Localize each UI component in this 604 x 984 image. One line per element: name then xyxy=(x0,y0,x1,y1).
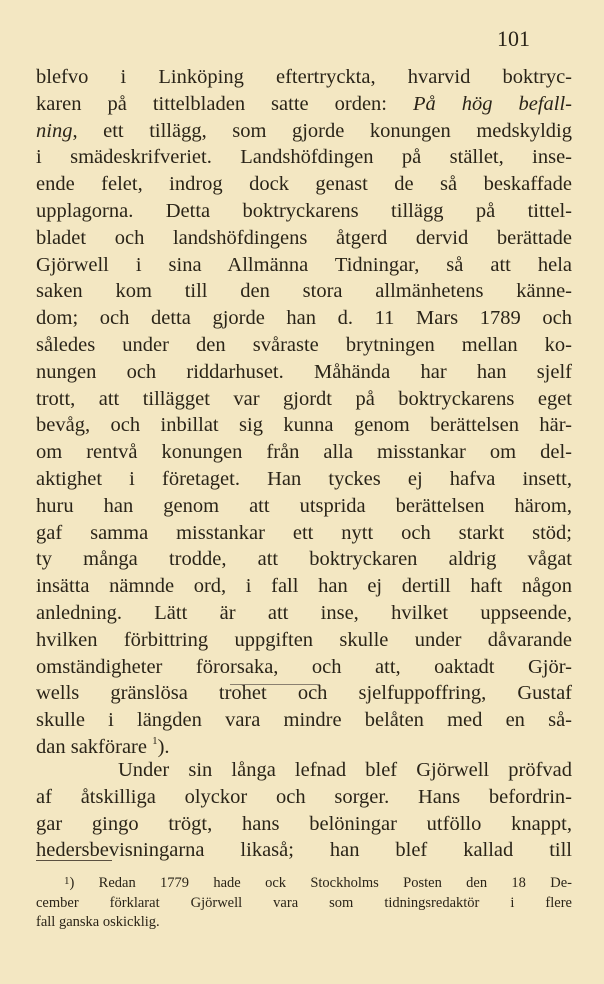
text-line: anledning. Lätt är att inse, hvilket uppseende, xyxy=(36,601,572,624)
footnote-rule xyxy=(36,860,112,861)
text-line: wells gränslösa trohet och sjelfuppoffring, Gustaf xyxy=(36,682,572,705)
paragraph-1 xyxy=(36,64,572,761)
text-line: i smädeskrifveriet. Landshöfdingen på stället, inse- xyxy=(36,146,572,169)
text-line: saken kom till den stora allmänhetens känne- xyxy=(36,280,572,303)
text-line: insätta nämnde ord, i fall han ej dertill haft någon xyxy=(36,575,572,598)
text-line xyxy=(36,118,572,145)
section-divider xyxy=(230,684,320,685)
text-line: hvilken förbittring uppgiften skulle under dåvarande xyxy=(36,628,572,651)
text-line: nungen och riddarhuset. Måhända har han sjelf xyxy=(36,360,572,383)
footnote-line: fall ganska oskicklig. xyxy=(36,914,160,930)
footnote-line xyxy=(36,874,572,894)
text-line xyxy=(36,91,572,118)
text-line: ende felet, indrog dock genast de så beskaffade xyxy=(36,173,572,196)
text-line: bevåg, och inbillat sig kunna genom berättelsen här- xyxy=(36,414,572,437)
page-number: 101 xyxy=(497,26,530,51)
footnote-line: cember förklarat Gjörwell vara som tidningsredaktör i flere xyxy=(36,894,572,911)
paragraph-2 xyxy=(36,757,572,864)
text-line: hedersbevisningarna likaså; han blef kallad till xyxy=(36,839,572,862)
footnote xyxy=(36,874,572,933)
text-line: trott, att tillägget var gjordt på boktryckarens eget xyxy=(36,387,572,410)
text-line: gaf samma misstankar ett nytt och starkt stöd; xyxy=(36,521,572,544)
text-line: dom; och detta gjorde han d. 11 Mars 1789 och xyxy=(36,307,572,330)
text-line: gar gingo trögt, hans belöningar utföllo knappt, xyxy=(36,812,572,835)
text-line: upplagorna. Detta boktryckarens tillägg på tittel- xyxy=(36,199,572,222)
text-span: dan sakförare xyxy=(36,735,153,758)
text-line: Under sin långa lefnad blef Gjörwell pröfvad xyxy=(118,759,572,781)
text-span: , ett tillägg, som gjorde konungen medskyldig xyxy=(72,119,572,142)
text-line: omständigheter förorsaka, och att, oaktadt Gjör- xyxy=(36,655,572,678)
text-line: skulle i längden vara mindre belåten med en så- xyxy=(36,709,572,732)
text-line: Gjörwell i sina Allmänna Tidningar, så att hela xyxy=(36,253,572,276)
text-line: aktighet i företaget. Han tyckes ej hafva insett, xyxy=(36,467,572,490)
footnote-reference[interactable]: 1 xyxy=(152,734,158,747)
text-line: således under den svåraste brytningen mellan ko- xyxy=(36,333,572,356)
text-line: huru han genom att utsprida berättelsen härom, xyxy=(36,494,572,517)
text-line: blefvo i Linköping eftertryckta, hvarvid boktryc- xyxy=(36,66,572,88)
text-line: ty många trodde, att boktryckaren aldrig vågat xyxy=(36,548,572,571)
text-span: ) Redan 1779 hade ock Stockholms Posten den 18 De- xyxy=(69,875,572,891)
italic-quote: På hög befall- xyxy=(412,92,572,115)
footnote-marker: 1 xyxy=(64,875,70,887)
text-span: karen på tittelbladen satte orden: xyxy=(36,92,413,115)
text-line: om rentvå konungen från alla misstankar om del- xyxy=(36,441,572,464)
text-line: af åtskilliga olyckor och sorger. Hans befordrin- xyxy=(36,785,572,808)
italic-quote: ning xyxy=(36,119,73,142)
text-span: ). xyxy=(157,735,170,758)
text-line: bladet och landshöfdingens åtgerd dervid berättade xyxy=(36,226,572,249)
